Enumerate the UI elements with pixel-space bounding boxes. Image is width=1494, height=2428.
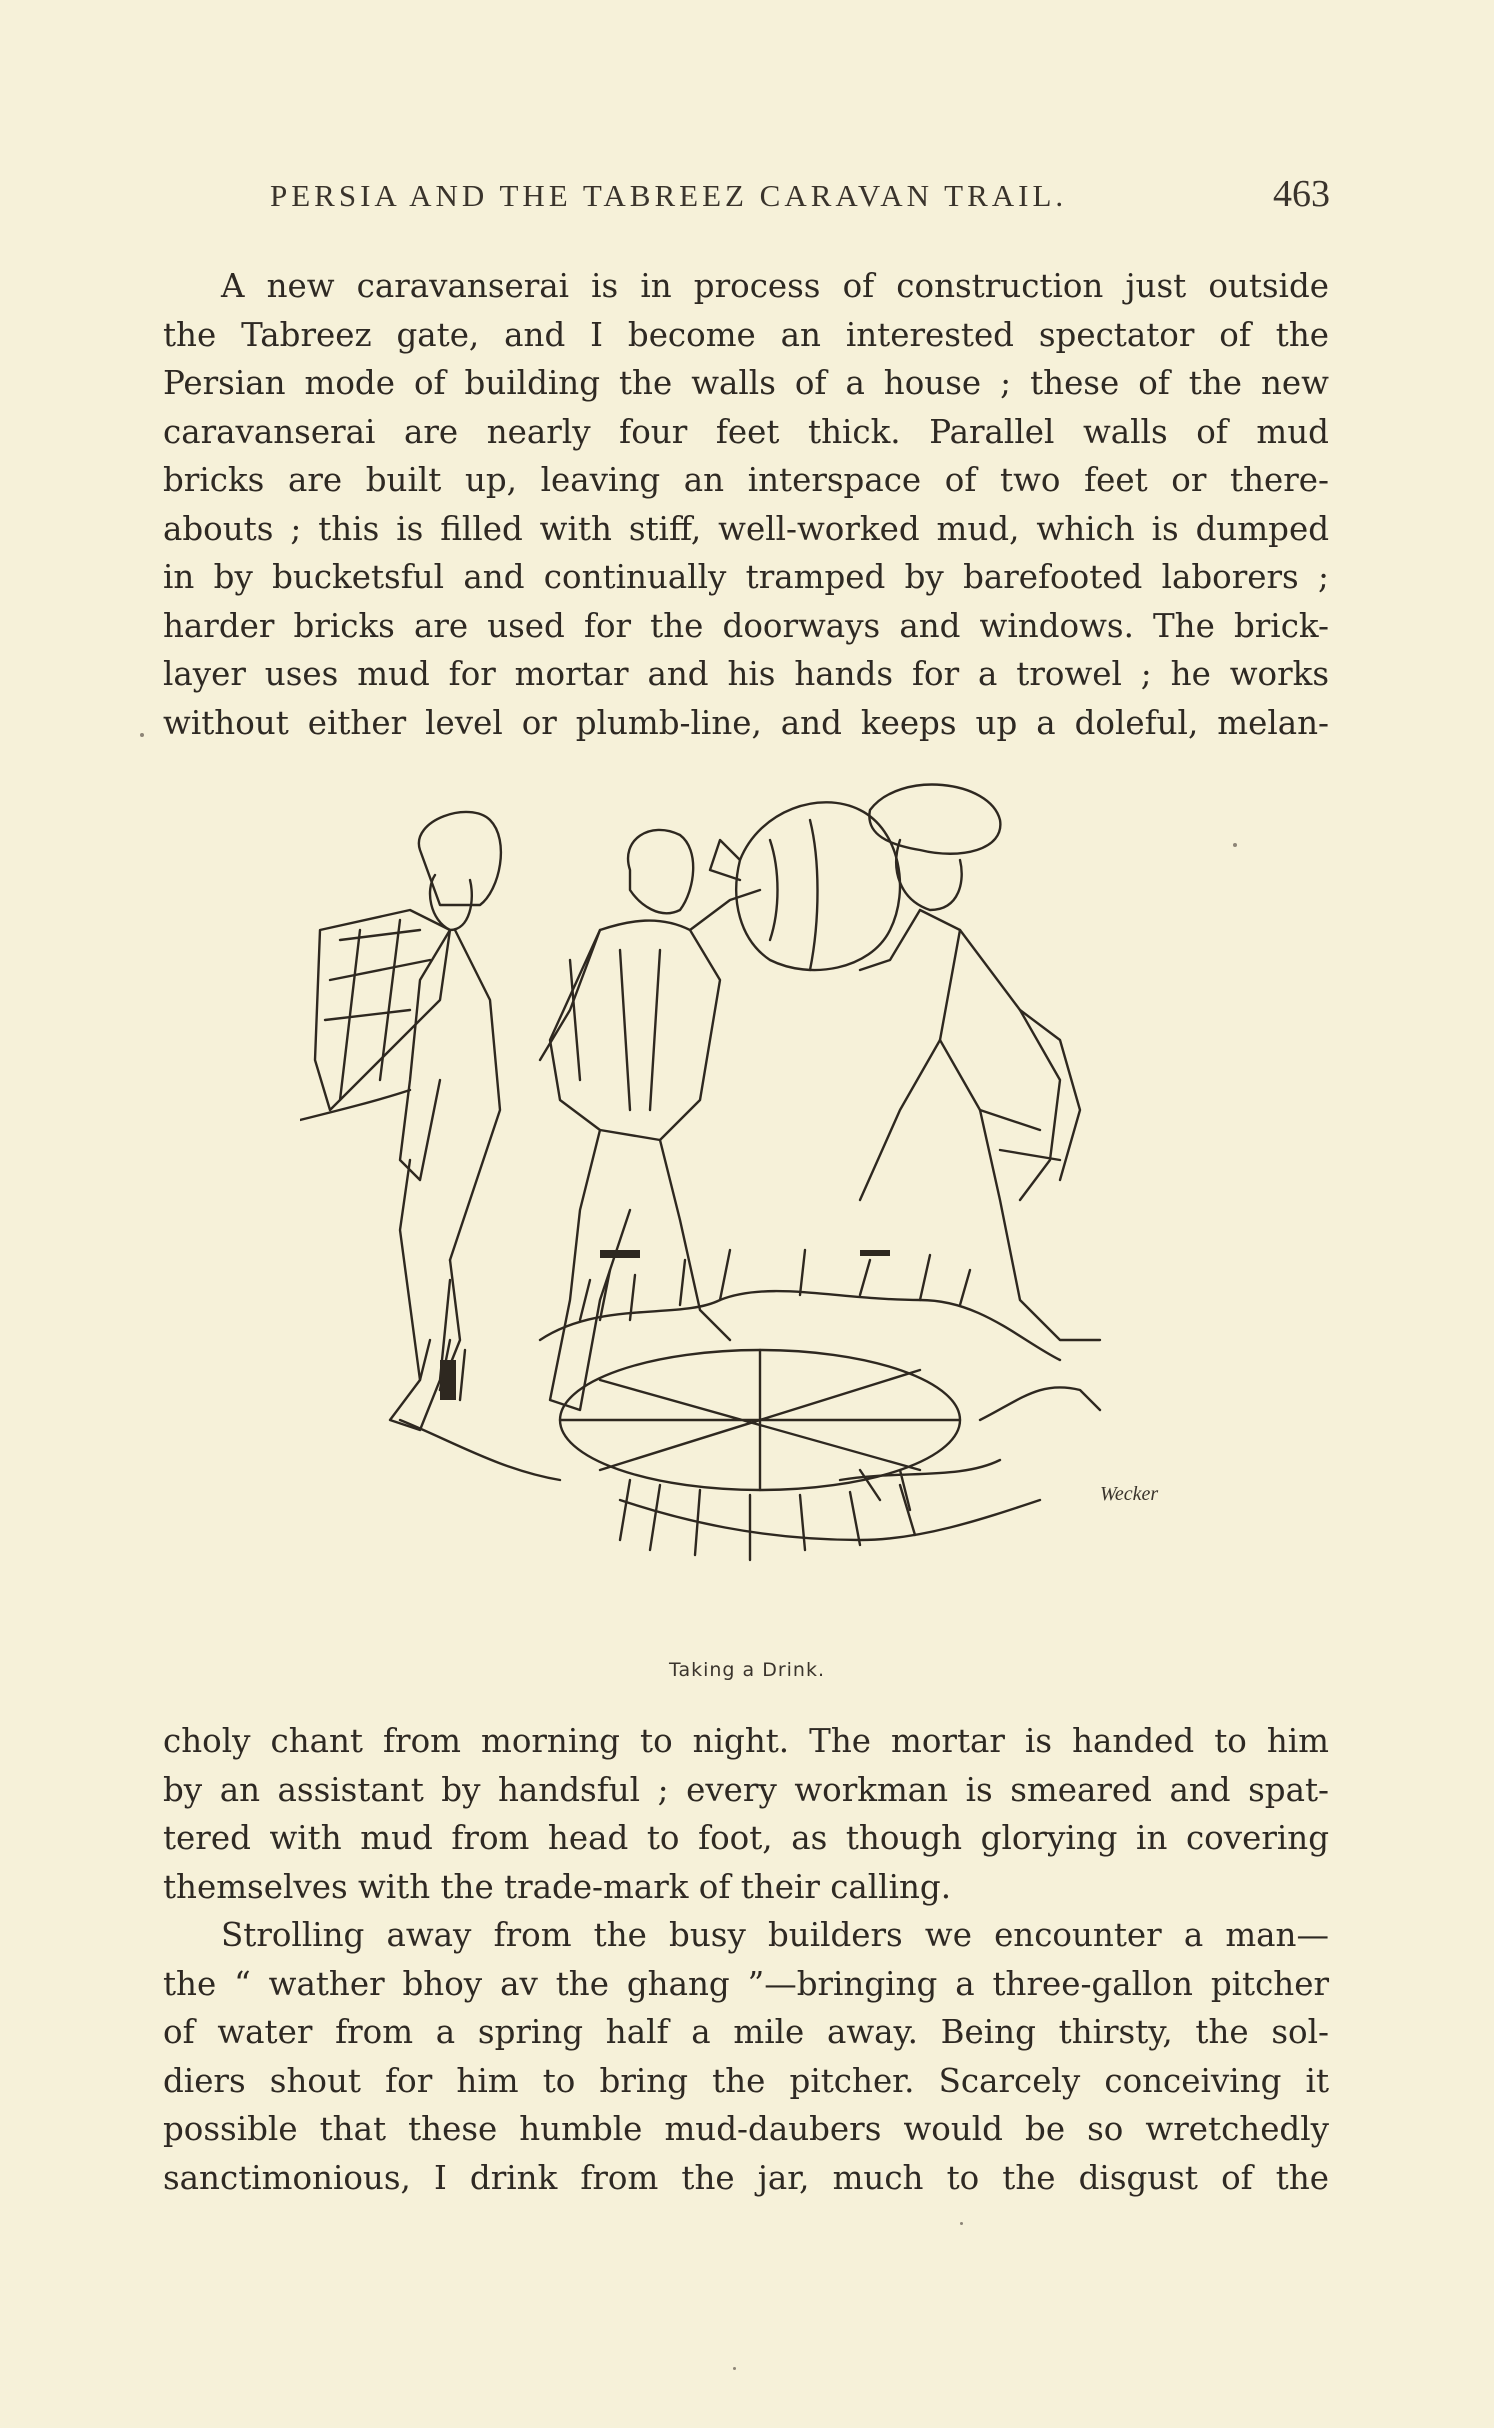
text-line: the Tabreez gate, and I become an interested spectator of the (163, 315, 1329, 354)
text-line: diers shout for him to bring the pitcher. Scarcely conceiving it (163, 2061, 1329, 2100)
ground-foreground (400, 1250, 1100, 1560)
text-line: Persian mode of building the walls of a house ; these of the new (163, 364, 1329, 402)
text-line: layer uses mud for mortar and his hands for a trowel ; he works (163, 655, 1329, 693)
text-line: sanctimonious, I drink from the jar, much to the disgust of the (163, 2158, 1329, 2197)
hatching-mark (440, 1360, 456, 1400)
text-line: abouts ; this is filled with stiff, well-worked mud, which is dumped (163, 509, 1329, 548)
artist-signature: Wecker (1100, 1483, 1159, 1505)
text-line: possible that these humble mud-daubers would be so wretchedly (163, 2110, 1329, 2148)
text-line: Strolling away from the busy builders we encounter a man— (221, 1916, 1329, 1954)
page-number: 463 (1273, 173, 1330, 215)
text-line: the “ wather bhoy av the ghang ”—bringing a three-gallon pitcher (163, 1964, 1329, 2003)
paragraph-1 (163, 262, 1329, 747)
engraving-illustration (300, 780, 1230, 1660)
text-line: caravanserai are nearly four feet thick. Parallel walls of mud (163, 412, 1329, 451)
paper-speck (733, 2367, 736, 2370)
paper-speck (1233, 843, 1237, 847)
hatching-mark (860, 1250, 890, 1256)
text-line: harder bricks are used for the doorways and windows. The brick- (163, 606, 1329, 645)
text-line: tered with mud from head to foot, as though glorying in covering (163, 1819, 1329, 1857)
text-line: by an assistant by handsful ; every workman is smeared and spat- (163, 1770, 1329, 1809)
left-laborer-figure (300, 812, 501, 1430)
paper-speck (960, 2222, 963, 2225)
text-line: themselves with the trade-mark of their calling. (163, 1867, 952, 1906)
text-line: in by bucketsful and continually tramped by barefooted laborers ; (163, 558, 1329, 596)
text-line: choly chant from morning to night. The mortar is handed to him (163, 1722, 1329, 1760)
text-line: bricks are built up, leaving an interspace of two feet or there- (163, 461, 1329, 499)
right-water-carrier-figure (860, 785, 1100, 1340)
paper-speck (140, 733, 144, 737)
hatching-mark (600, 1250, 640, 1258)
running-title: PERSIA AND THE TABREEZ CARAVAN TRAIL. (270, 178, 1068, 213)
text-line: without either level or plumb-line, and keeps up a doleful, melan- (163, 703, 1329, 742)
text-line: A new caravanserai is in process of construction just outside (221, 267, 1329, 305)
paragraph-2 (163, 1717, 1329, 2202)
figure-caption: Taking a Drink. (668, 1659, 825, 1681)
text-line: of water from a spring half a mile away. Being thirsty, the sol- (163, 2013, 1329, 2051)
